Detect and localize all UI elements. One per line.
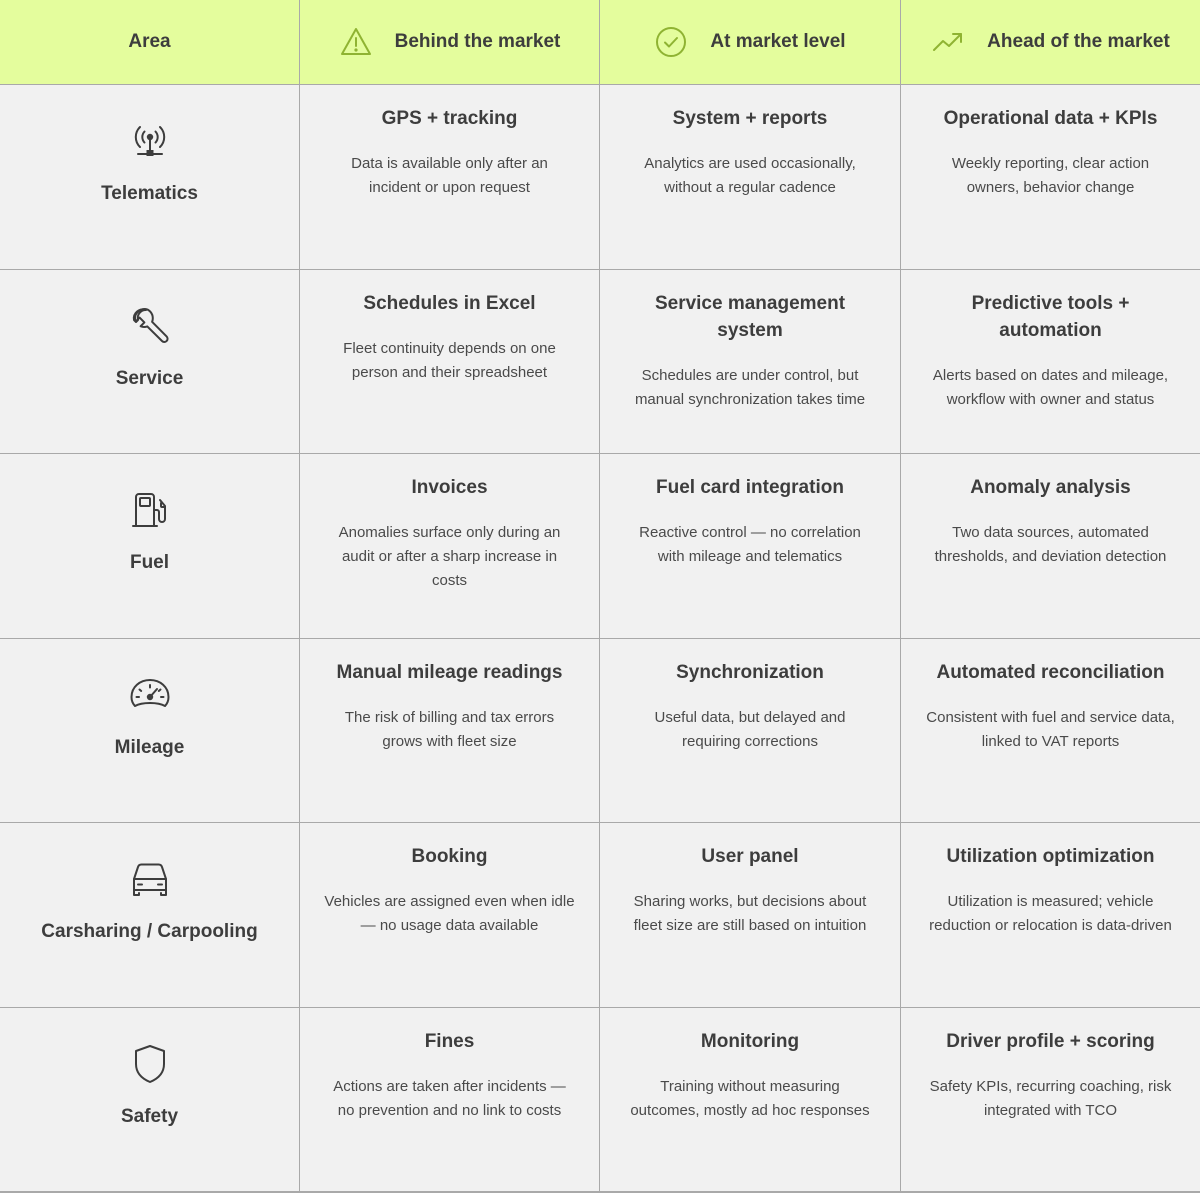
behind-description: Actions are taken after incidents — no prevention and no link to costs: [333, 1077, 566, 1119]
at-description: Analytics are used occasionally, without a regular cadence: [644, 155, 856, 196]
at-cell: [600, 639, 901, 824]
area-label: Telematics: [101, 183, 198, 204]
wrench-icon: [128, 304, 172, 348]
shield-icon: [128, 1042, 172, 1086]
ahead-title: Driver profile + scoring: [946, 1030, 1155, 1052]
area-label: Mileage: [114, 736, 185, 758]
at-description: Schedules are under control, but manual synchronization takes time: [634, 366, 866, 408]
at-cell: [600, 270, 901, 455]
behind-title: Fines: [424, 1030, 475, 1052]
fuel-pump-icon: [128, 488, 172, 532]
area-label: Service: [115, 367, 184, 389]
behind-description: Fleet continuity depends on one person and their spreadsheet: [343, 339, 556, 381]
behind-cell: [300, 270, 600, 455]
area-cell-fuel: [0, 454, 300, 639]
speedometer-icon: [128, 673, 172, 717]
behind-cell: [300, 1008, 600, 1193]
area-label: Safety: [120, 1105, 179, 1127]
behind-cell: [300, 85, 600, 270]
at-cell: [600, 823, 901, 1008]
behind-cell: [300, 823, 600, 1008]
behind-description: Vehicles are assigned even when idle — no usage data available: [324, 893, 575, 934]
trending-up-icon: [931, 25, 965, 59]
behind-cell: [300, 639, 600, 824]
ahead-cell: [901, 454, 1200, 639]
ahead-description: Weekly reporting, clear action owners, behavior change: [951, 155, 1150, 196]
area-label: Fuel: [129, 552, 170, 573]
behind-cell: [300, 454, 600, 639]
ahead-cell: [901, 1008, 1200, 1193]
ahead-description: Consistent with fuel and service data, linked to VAT reports: [926, 708, 1175, 750]
behind-description: Anomalies surface only during an audit or after a sharp increase in costs: [338, 524, 561, 589]
ahead-title: Anomaly analysis: [970, 477, 1131, 498]
at-description: Useful data, but delayed and requiring corrections: [654, 708, 846, 750]
area-cell-mileage: [0, 639, 300, 824]
at-description: Training without measuring outcomes, mostly ad hoc responses: [630, 1077, 870, 1119]
behind-description: The risk of billing and tax errors grows with fleet size: [344, 708, 555, 750]
at-title: Synchronization: [676, 661, 824, 683]
at-cell: [600, 454, 901, 639]
behind-title: GPS + tracking: [381, 108, 518, 129]
area-cell-service: [0, 270, 300, 455]
behind-title: Manual mileage readings: [336, 661, 563, 683]
area-cell-safety: [0, 1008, 300, 1193]
behind-description: Data is available only after an incident or upon request: [351, 155, 548, 196]
ahead-cell: [901, 270, 1200, 455]
ahead-description: Safety KPIs, recurring coaching, risk integrated with TCO: [929, 1077, 1172, 1119]
area-cell-carsharing: [0, 823, 300, 1008]
header-at-label: At market level: [710, 31, 846, 52]
at-title: User panel: [701, 846, 799, 867]
warning-triangle-icon: [339, 25, 373, 59]
at-cell: [600, 85, 901, 270]
ahead-title: Utilization optimization: [946, 846, 1155, 867]
header-behind-market: [300, 0, 600, 85]
car-icon: [128, 857, 172, 901]
ahead-title: Predictive tools + automation: [971, 292, 1130, 341]
header-ahead-market: [901, 0, 1200, 85]
header-behind-label: Behind the market: [394, 31, 561, 52]
behind-title: Schedules in Excel: [363, 292, 536, 314]
header-area-label: Area: [128, 31, 171, 52]
ahead-cell: [901, 85, 1200, 270]
at-description: Reactive control — no correlation with mileage and telematics: [639, 524, 861, 565]
ahead-cell: [901, 639, 1200, 824]
check-circle-icon: [654, 25, 688, 59]
ahead-description: Two data sources, automated thresholds, and deviation detection: [934, 524, 1167, 565]
header-ahead-label: Ahead of the market: [987, 31, 1170, 52]
area-cell-telematics: [0, 85, 300, 270]
ahead-description: Alerts based on dates and mileage, workflow with owner and status: [932, 366, 1169, 408]
antenna-signal-icon: [128, 119, 172, 163]
at-title: System + reports: [672, 108, 828, 129]
ahead-title: Operational data + KPIs: [943, 108, 1158, 129]
ahead-title: Automated reconciliation: [936, 661, 1165, 683]
at-cell: [600, 1008, 901, 1193]
header-area: [0, 0, 300, 85]
behind-title: Invoices: [411, 477, 488, 498]
at-title: Monitoring: [700, 1030, 800, 1052]
ahead-description: Utilization is measured; vehicle reduction or relocation is data-driven: [929, 893, 1172, 934]
header-at-market: [600, 0, 901, 85]
behind-title: Booking: [411, 846, 488, 867]
at-description: Sharing works, but decisions about fleet size are still based on intuition: [633, 893, 867, 934]
area-label: Carsharing / Carpooling: [41, 921, 258, 942]
at-title: Service management system: [654, 292, 846, 341]
ahead-cell: [901, 823, 1200, 1008]
at-title: Fuel card integration: [656, 477, 844, 498]
